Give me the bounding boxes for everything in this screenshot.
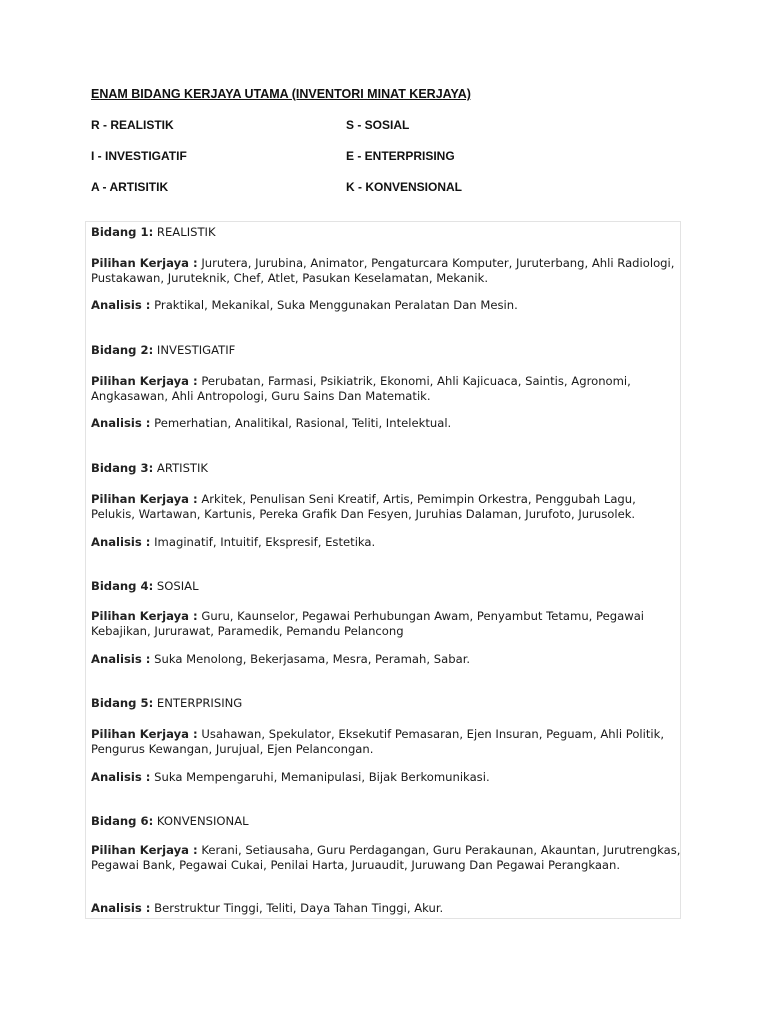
section-analysis <box>91 298 681 313</box>
section-heading-value: INVESTIGATIF <box>156 343 236 357</box>
analysis-value: Praktikal, Mekanikal, Suka Menggunakan Peralatan Dan Mesin. <box>154 298 518 312</box>
section-heading-label: Bidang 3: <box>91 461 154 475</box>
careers-label: Pilihan Kerjaya : <box>91 256 198 270</box>
careers-label: Pilihan Kerjaya : <box>91 727 198 741</box>
analysis-value: Imaginatif, Intuitif, Ekspresif, Estetika. <box>154 535 376 549</box>
section-careers <box>91 256 681 286</box>
section-heading <box>91 579 681 594</box>
careers-value: Perubatan, Farmasi, Psikiatrik, Ekonomi, Ahli Kajicuaca, Saintis, Agronomi, Angkasawan, Ahli Antropologi, Guru Sains Dan Matematik. <box>91 374 631 403</box>
section-heading-value: KONVENSIONAL <box>156 814 249 828</box>
legend-item-artisitik: A - ARTISITIK <box>91 180 169 194</box>
section-heading-value: SOSIAL <box>156 579 199 593</box>
section-heading-value: ENTERPRISING <box>156 696 243 710</box>
section-careers <box>91 609 681 639</box>
careers-label: Pilihan Kerjaya : <box>91 374 198 388</box>
section-heading-label: Bidang 2: <box>91 343 154 357</box>
analysis-label: Analisis : <box>91 652 151 666</box>
careers-value: Guru, Kaunselor, Pegawai Perhubungan Awam, Penyambut Tetamu, Pegawai Kebajikan, Jururawat, Paramedik, Pemandu Pelancong <box>91 609 645 638</box>
legend-item-sosial: S - SOSIAL <box>346 118 410 132</box>
careers-value: Arkitek, Penulisan Seni Kreatif, Artis, Pemimpin Orkestra, Penggubah Lagu, Pelukis, Wartawan, Kartunis, Pereka Grafik Dan Fesyen, Juruhias Dalaman, Jurufoto, Jurusolek. <box>91 492 636 521</box>
careers-label: Pilihan Kerjaya : <box>91 609 198 623</box>
section-heading-label: Bidang 5: <box>91 696 154 710</box>
section-heading-label: Bidang 4: <box>91 579 154 593</box>
analysis-label: Analisis : <box>91 535 151 549</box>
section-analysis <box>91 416 681 431</box>
legend-item-konvensional: K - KONVENSIONAL <box>346 180 463 194</box>
document-title: ENAM BIDANG KERJAYA UTAMA (INVENTORI MINAT KERJAYA) <box>91 87 471 101</box>
careers-label: Pilihan Kerjaya : <box>91 492 198 506</box>
careers-value: Kerani, Setiausaha, Guru Perdagangan, Guru Perakaunan, Akauntan, Jurutrengkas, Pegawai Bank, Pegawai Cukai, Penilai Harta, Juruaudit, Juruwang Dan Pegawai Perangkaan. <box>91 843 681 872</box>
legend-item-realistik: R - REALISTIK <box>91 118 174 132</box>
section-analysis <box>91 770 681 785</box>
legend-item-enterprising: E - ENTERPRISING <box>346 149 455 163</box>
careers-value: Jurutera, Jurubina, Animator, Pengaturcara Komputer, Juruterbang, Ahli Radiologi, Pustakawan, Juruteknik, Chef, Atlet, Pasukan Keselamatan, Mekanik. <box>91 256 675 285</box>
section-heading-value: REALISTIK <box>156 225 216 239</box>
section-analysis <box>91 901 681 916</box>
section-careers <box>91 492 681 522</box>
analysis-value: Pemerhatian, Analitikal, Rasional, Teliti, Intelektual. <box>154 416 452 430</box>
section-heading-label: Bidang 1: <box>91 225 154 239</box>
section-careers <box>91 843 681 873</box>
section-heading <box>91 461 681 476</box>
analysis-label: Analisis : <box>91 901 151 915</box>
section-heading <box>91 696 681 711</box>
section-careers <box>91 374 681 404</box>
analysis-value: Berstruktur Tinggi, Teliti, Daya Tahan Tinggi, Akur. <box>154 901 444 915</box>
section-analysis <box>91 652 681 667</box>
analysis-label: Analisis : <box>91 770 151 784</box>
analysis-label: Analisis : <box>91 416 151 430</box>
analysis-label: Analisis : <box>91 298 151 312</box>
section-heading-value: ARTISTIK <box>156 461 209 475</box>
section-heading <box>91 814 681 829</box>
analysis-value: Suka Menolong, Bekerjasama, Mesra, Peramah, Sabar. <box>154 652 471 666</box>
section-careers <box>91 727 681 757</box>
careers-value: Usahawan, Spekulator, Eksekutif Pemasaran, Ejen Insuran, Peguam, Ahli Politik, Pengurus Kewangan, Jurujual, Ejen Pelancongan. <box>91 727 665 756</box>
analysis-value: Suka Mempengaruhi, Memanipulasi, Bijak Berkomunikasi. <box>154 770 490 784</box>
section-analysis <box>91 535 681 550</box>
section-heading <box>91 225 681 240</box>
careers-label: Pilihan Kerjaya : <box>91 843 198 857</box>
section-heading <box>91 343 681 358</box>
legend-item-investigatif: I - INVESTIGATIF <box>91 149 187 163</box>
section-heading-label: Bidang 6: <box>91 814 154 828</box>
